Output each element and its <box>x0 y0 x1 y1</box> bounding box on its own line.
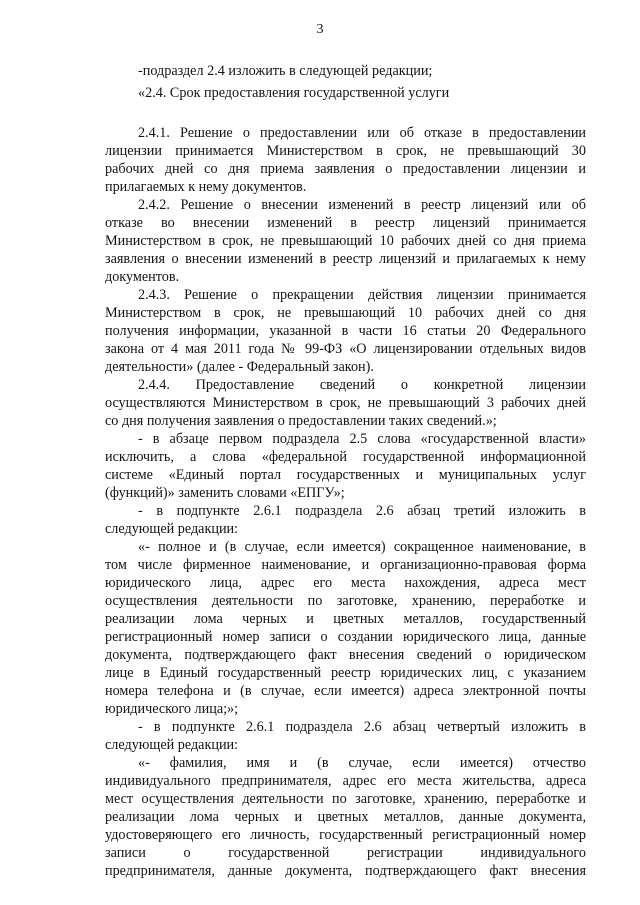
text-line: закона от 4 мая 2011 года № 99-ФЗ «О лицензировании отдельных видов <box>105 341 586 357</box>
text-line: осуществления деятельности по заготовке, хранению, переработке и <box>105 593 586 609</box>
text-line: реализации лома черных и цветных металлов, данные документа, <box>105 809 586 825</box>
text-line: номера телефона и (в случае, если имеется) адреса электронной почты <box>105 683 586 699</box>
text-line: следующей редакции: <box>105 521 239 537</box>
text-line: документа, подтверждающего факт внесения сведений о юридическом <box>105 647 586 663</box>
text-line: 2.4.2. Решение о внесении изменений в реестр лицензий или об <box>138 197 586 213</box>
text-line: -подраздел 2.4 изложить в следующей редакции; <box>138 63 433 79</box>
text-line: 2.4.4. Предоставление сведений о конкретной лицензии <box>138 377 586 393</box>
text-line: Министерством в срок, не превышающий 10 рабочих дней со дня <box>105 305 586 321</box>
text-line: заявления о внесении изменений в реестр лицензий и прилагаемых к нему <box>105 251 586 267</box>
text-line: «- фамилия, имя и (в случае, если имеется) отчество <box>138 755 586 771</box>
text-line: лицензии принимается Министерством в срок, не превышающий 30 <box>105 143 586 159</box>
text-line: документов. <box>105 269 180 285</box>
text-line: мест осуществления деятельности по заготовке, хранению, переработке и <box>105 791 586 807</box>
text-line: индивидуального предпринимателя, адрес его места жительства, адреса <box>105 773 586 789</box>
text-line: - в абзаце первом подраздела 2.5 слова «государственной власти» <box>138 431 586 447</box>
text-line: лице в Единый государственный реестр юридических лиц, с указанием <box>105 665 586 681</box>
text-line: юридического лица;»; <box>105 701 239 717</box>
text-line: системе «Единый портал государственных и муниципальных услуг <box>105 467 586 483</box>
text-line: юридического лица, адрес его места нахождения, адреса мест <box>105 575 586 591</box>
text-line: - в подпункте 2.6.1 подраздела 2.6 абзац третий изложить в <box>138 503 586 519</box>
text-line: том числе фирменное наименование, и организационно-правовая форма <box>105 557 586 573</box>
text-line: деятельности» (далее - Федеральный закон). <box>105 359 374 375</box>
text-line: прилагаемых к нему документов. <box>105 179 307 195</box>
text-line: 2.4.1. Решение о предоставлении или об отказе в предоставлении <box>138 125 586 141</box>
text-line: отказе во внесении изменений в реестр лицензий принимается <box>105 215 586 231</box>
text-line: - в подпункте 2.6.1 подраздела 2.6 абзац четвертый изложить в <box>138 719 586 735</box>
text-line: со дня получения заявления о предоставлении таких сведений.»; <box>105 413 497 429</box>
text-line: регистрационный номер записи о создании юридического лица, данные <box>105 629 586 645</box>
page-number: 3 <box>316 22 324 37</box>
text-line: (функций)» заменить словами «ЕПГУ»; <box>105 485 345 501</box>
text-line: удостоверяющего его личность, государственный регистрационный номер <box>105 827 586 843</box>
text-line: получения информации, указанной в части 16 статьи 20 Федерального <box>105 323 586 339</box>
text-line: исключить, а слова «федеральной государственной информационной <box>105 449 586 465</box>
text-line: предпринимателя, данные документа, подтверждающего факт внесения <box>105 863 586 879</box>
text-line: 2.4.3. Решение о прекращении действия лицензии принимается <box>138 287 586 303</box>
text-line: «2.4. Срок предоставления государственной услуги <box>138 85 450 101</box>
text-line: «- полное и (в случае, если имеется) сокращенное наименование, в <box>138 539 586 555</box>
text-line: реализации лома черных и цветных металлов, государственный <box>105 611 586 627</box>
text-line: рабочих дней со дня приема заявления о предоставлении лицензии и <box>105 161 586 177</box>
text-line: следующей редакции: <box>105 737 239 753</box>
text-line: записи о государственной регистрации индивидуального <box>105 845 586 861</box>
text-line: осуществляются Министерством в срок, не превышающий 3 рабочих дней <box>105 395 586 411</box>
text-line: Министерством в срок, не превышающий 10 рабочих дней со дня приема <box>105 233 586 249</box>
